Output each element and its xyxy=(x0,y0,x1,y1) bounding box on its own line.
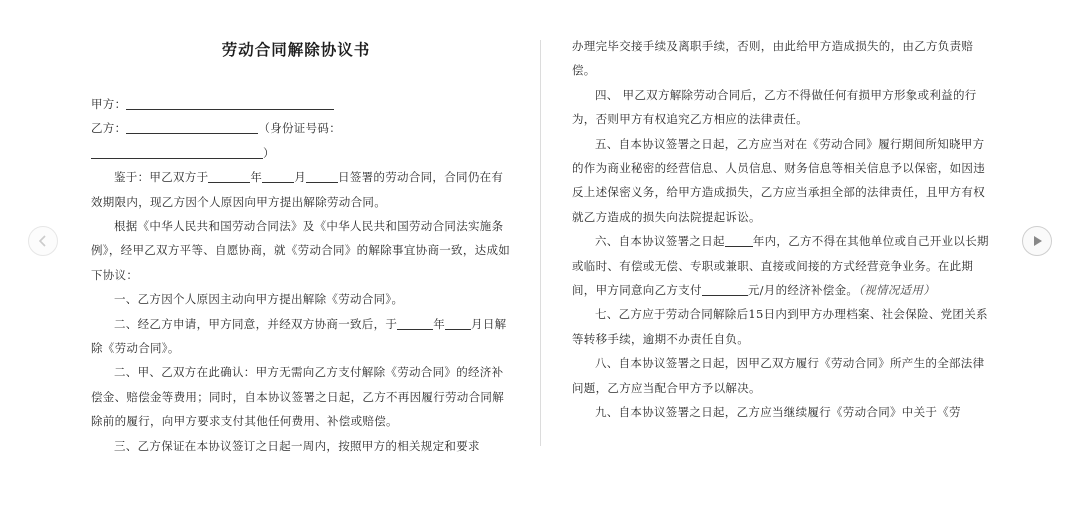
month-blank xyxy=(445,315,471,330)
clause-3: 二、甲、乙双方在此确认：甲方无需向乙方支付解除《劳动合同》的经济补偿金、赔偿金等费用；同时，自本协议签署之日起，乙方不再因履行劳动合同解除前的履行，向甲方要求支付其他任何费用、补偿或赔偿。 xyxy=(91,365,504,429)
clause-9: 八、自本协议签署之日起，因甲乙双方履行《劳动合同》所产生的全部法律问题，乙方应当配合甲方予以解决。 xyxy=(572,356,985,395)
party-b-blank xyxy=(126,119,258,134)
text-segment: 年内，乙方不得在其他单位或自己开业以长期或临时、有偿或无偿、专职或兼职、直接或间接的方式经营竞争业务。在此期间，甲方同意向乙方支付 xyxy=(572,234,989,298)
party-a-line xyxy=(91,92,511,116)
text-segment: 日解除《劳动合同》。 xyxy=(91,316,507,356)
text-segment: 鉴于：甲乙双方于 xyxy=(114,170,209,185)
year-blank xyxy=(397,315,433,330)
years-blank xyxy=(725,232,753,247)
id-blank xyxy=(91,144,263,159)
document-page-right xyxy=(572,34,992,520)
amount-blank xyxy=(702,281,748,296)
text-segment: 年 xyxy=(433,316,446,331)
document-title: 劳动合同解除协议书 xyxy=(221,41,371,59)
clause-4: 三、乙方保证在本协议签订之日起一周内，按照甲方的相关规定和要求 xyxy=(114,438,480,453)
clause-10: 九、自本协议签署之日起，乙方应当继续履行《劳动合同》中关于《劳 xyxy=(595,405,961,420)
text-segment: 六、自本协议签署之日起 xyxy=(595,234,725,249)
clause-1: 一、乙方因个人原因主动向甲方提出解除《劳动合同》。 xyxy=(114,292,404,307)
party-a-blank xyxy=(126,95,334,110)
page-divider xyxy=(540,40,541,446)
document-page-left xyxy=(91,0,511,486)
play-right-icon xyxy=(1031,235,1043,247)
year-blank xyxy=(208,168,250,183)
clause-6: 五、自本协议签署之日起，乙方应当对在《劳动合同》履行期间所知晓甲方的作为商业秘密的经营信息、人员信息、财务信息等相关信息予以保密，如因违反上述保密义务，给甲方造成损失，乙方应当承担全部的法律责任，且甲方有权就乙方造成的损失向法院提起诉讼。 xyxy=(572,136,985,224)
text-segment: 日签署的劳动合同，合同仍在有效期限内，现乙方因个人原因向甲方提出解除劳动合同。 xyxy=(91,170,504,209)
clause-7 xyxy=(572,229,992,302)
day-blank xyxy=(306,168,338,183)
recital-2: 根据《中华人民共和国劳动合同法》及《中华人民共和国劳动合同法实施条例》，经甲乙双方平等、自愿协商，就《劳动合同》的解除事宜协商一致，达成如下协议： xyxy=(91,219,511,282)
clause-4-continued: 办理完毕交接手续及离职手续，否则，由此给甲方造成损失的，由乙方负责赔偿。 xyxy=(572,39,974,78)
party-b-line xyxy=(91,116,511,165)
text-segment: 元/月的经济补偿金。 xyxy=(747,283,859,298)
next-page-button[interactable] xyxy=(1022,226,1052,256)
previous-page-button[interactable] xyxy=(28,226,58,256)
id-close: ） xyxy=(263,145,275,160)
party-b-label: 乙方： xyxy=(91,121,127,136)
clause-5: 四、 甲乙双方解除劳动合同后，乙方不得做任何有损甲方形象或利益的行为，否则甲方有权追究乙方相应的法律责任。 xyxy=(572,87,977,127)
party-a-label: 甲方： xyxy=(91,97,127,111)
applicability-note: （视情况适用） xyxy=(858,283,936,298)
text-segment: 月 xyxy=(294,170,307,185)
clause-2 xyxy=(91,312,511,361)
chevron-left-icon xyxy=(37,235,49,247)
recital-1 xyxy=(91,165,511,214)
clause-8: 七、乙方应于劳动合同解除后15日内到甲方办理档案、社会保险、党团关系等转移手续，逾期不办责任自负。 xyxy=(572,307,988,346)
text-segment: 年 xyxy=(250,170,263,185)
text-segment: 二、经乙方申请，甲方同意，并经双方协商一致后，于 xyxy=(114,316,398,331)
text-segment: 月 xyxy=(471,316,483,331)
month-blank xyxy=(262,168,294,183)
id-label: （身份证号码： xyxy=(258,121,342,136)
